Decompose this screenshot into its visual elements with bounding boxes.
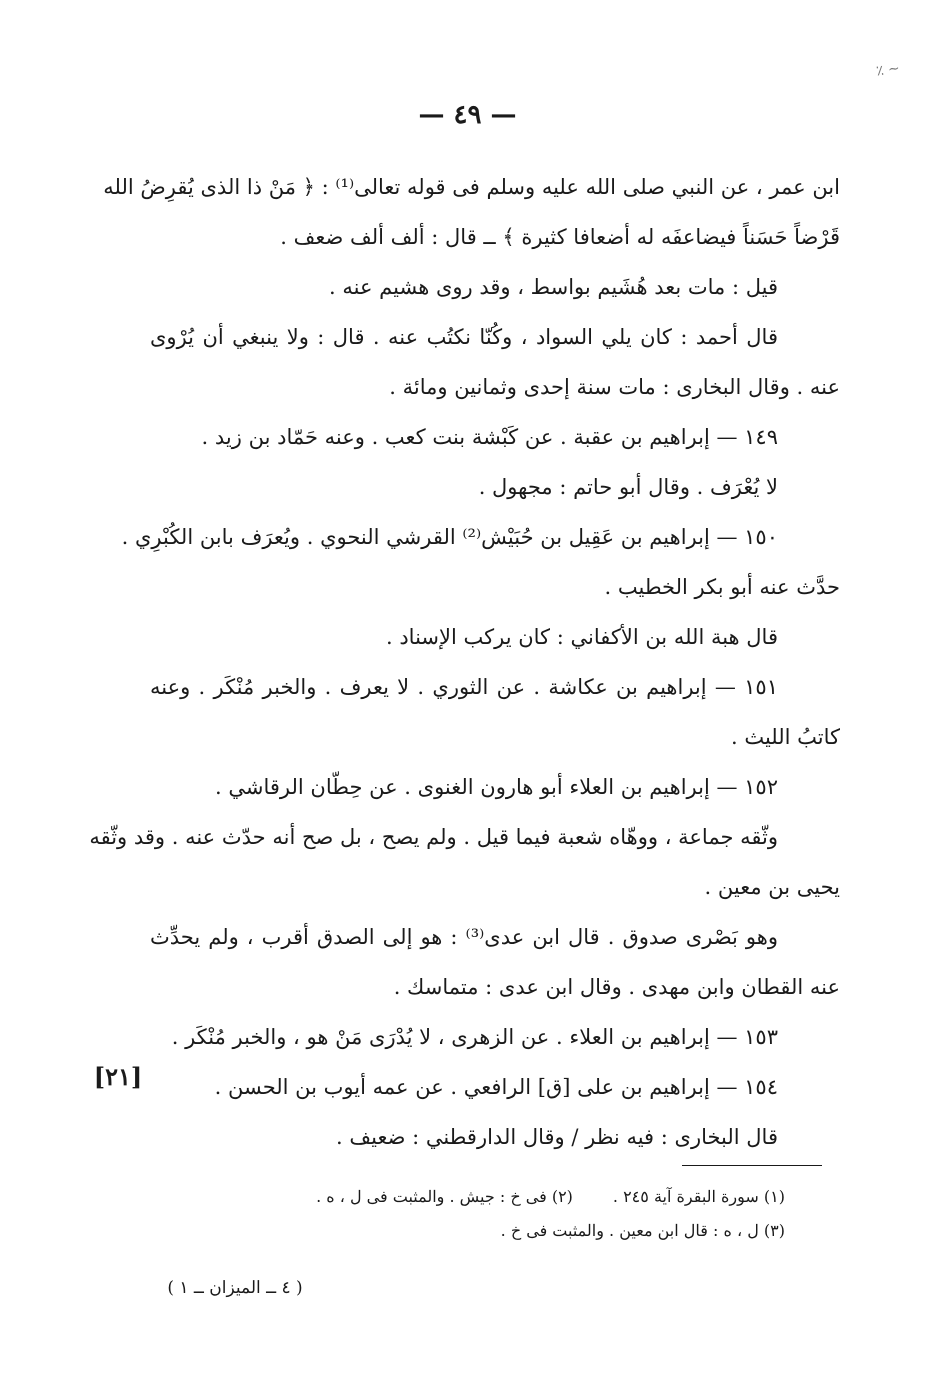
- corner-mark: ~ ٪: [875, 60, 901, 80]
- footnote-1: (١) سورة البقرة آية ٢٤٥ .: [612, 1187, 785, 1206]
- text-line: يحيى بن معين .: [704, 875, 840, 899]
- text-line: ابن عمر ، عن النبي صلى الله عليه وسلم فى قوله تعالى⁽¹⁾ : ﴿ مَنْ ذا الذى يُقرِضُ الله: [103, 175, 840, 199]
- margin-bracket: [٢١]: [93, 1062, 143, 1091]
- text-line: وهو بَصْرى صدوق . قال ابن عدى⁽³⁾ : هو إلى الصدق أقرب ، ولم يحدِّث: [150, 925, 778, 949]
- footnotes: [200, 1180, 785, 1248]
- text-line: عنه القطان وابن مهدى . وقال ابن عدى : متماسك .: [393, 975, 840, 999]
- entry-154: ١٥٤ — إبراهيم بن على [ق] الرافعي . عن عمه أيوب بن الحسن .: [214, 1075, 778, 1099]
- text-line: حدَّث عنه أبو بكر الخطيب .: [604, 575, 840, 599]
- text-line: قَرْضاً حَسَناً فيضاعفَه له أضعافا كثيرة ﴾ ــ قال : ألف ألف ضعف .: [280, 225, 840, 249]
- text-line: قال هبة الله بن الأكفاني : كان يركب الإسناد .: [385, 625, 778, 649]
- text-line: كاتبُ الليث .: [730, 725, 840, 749]
- entry-149: ١٤٩ — إبراهيم بن عقبة . عن كَبْشة بنت كعب . وعنه حَمّاد بن زيد .: [201, 425, 778, 449]
- signature-mark: ( ٤ ــ الميزان ــ ١ ): [167, 1278, 303, 1298]
- entry-151: ١٥١ — إبراهيم بن عكاشة . عن الثوري . لا يعرف . والخبر مُنْكَر . وعنه: [150, 675, 778, 699]
- footnote-row: [200, 1214, 785, 1248]
- text-line: قال أحمد : كان يلي السواد ، وكُنّا نكتُب عنه . قال : ولا ينبغي أن يُرْوى: [150, 325, 778, 349]
- entry-152: ١٥٢ — إبراهيم بن العلاء أبو هارون الغنوى . عن حِطّان الرقاشي .: [215, 775, 778, 799]
- footnote-divider: [682, 1165, 822, 1166]
- footnote-row: [200, 1180, 785, 1214]
- text-line: وثّقه جماعة ، ووهّاه شعبة فيما قيل . ولم يصح ، بل صح أنه حدّث عنه . وقد وثّقه: [89, 825, 778, 849]
- footnote-3: (٣) ل ، ه : قال ابن معين . والمثبت فى خ .: [500, 1221, 785, 1240]
- entry-150: ١٥٠ — إبراهيم بن عَقِيل بن حُبَيْش⁽²⁾ القرشي النحوي . ويُعرَف بابن الكُبْرِي .: [121, 525, 778, 549]
- entry-153: ١٥٣ — إبراهيم بن العلاء . عن الزهرى ، لا يُدْرَى مَنْ هو ، والخبر مُنْكَر .: [171, 1025, 778, 1049]
- text-line: قال البخارى : فيه نظر / وقال الدارقطني : ضعيف .: [336, 1125, 778, 1149]
- text-line: لا يُعْرَف . وقال أبو حاتم : مجهول .: [478, 475, 778, 499]
- text-line: قيل : مات بعد هُشَيم بواسط ، وقد روى هشيم عنه .: [329, 275, 778, 299]
- page-number: — ٤٩ —: [418, 100, 517, 130]
- footnote-2: (٢) فى خ : جيش . والمثبت فى ل ، ه .: [316, 1187, 573, 1206]
- text-line: عنه . وقال البخارى : مات سنة إحدى وثمانين ومائة .: [389, 375, 840, 399]
